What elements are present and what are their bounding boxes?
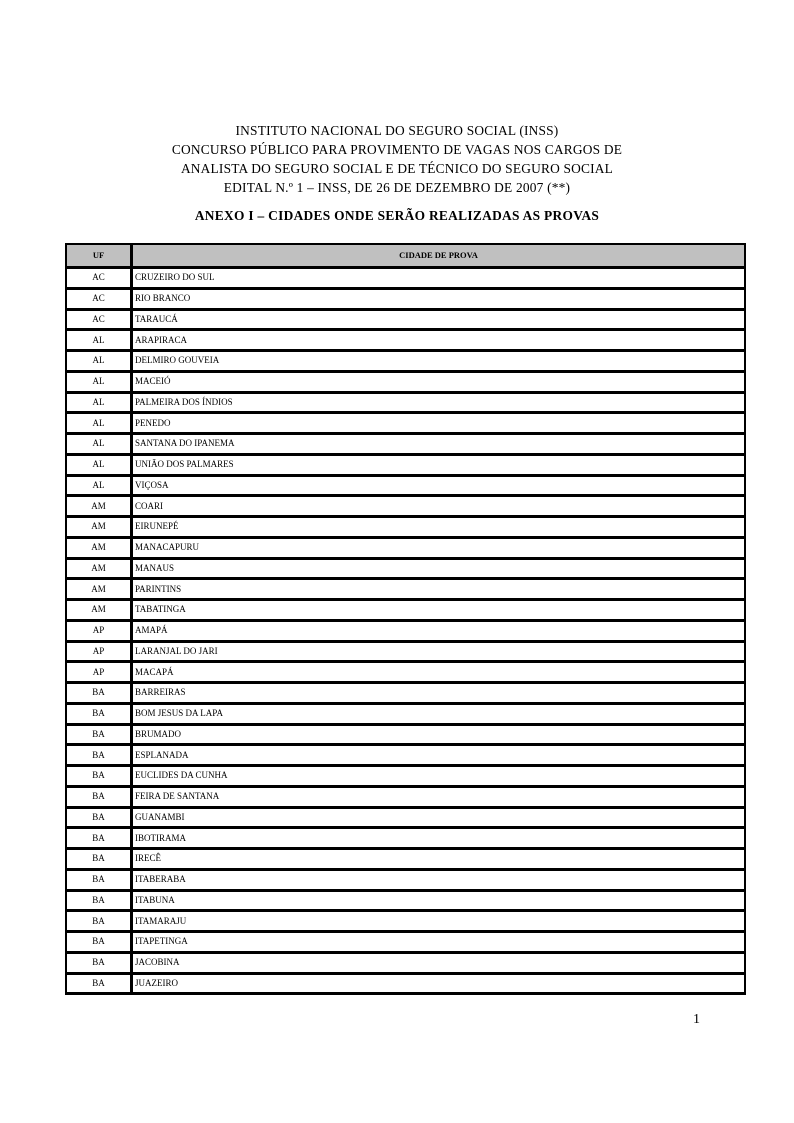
cell-uf: AC <box>66 288 132 309</box>
cell-uf: BA <box>66 952 132 973</box>
header-line-institution: INSTITUTO NACIONAL DO SEGURO SOCIAL (INSS) <box>235 123 559 138</box>
cell-city: EIRUNEPÉ <box>132 517 746 538</box>
cell-uf: AC <box>66 268 132 289</box>
table-row <box>66 558 745 579</box>
table-row <box>66 620 745 641</box>
cell-city: JACOBINA <box>132 952 746 973</box>
cell-uf: BA <box>66 973 132 994</box>
cell-city: BOM JESUS DA LAPA <box>132 703 746 724</box>
cell-uf: BA <box>66 703 132 724</box>
cell-uf: AL <box>66 434 132 455</box>
table-row <box>66 371 745 392</box>
cell-uf: BA <box>66 828 132 849</box>
table-row <box>66 786 745 807</box>
table-row <box>66 703 745 724</box>
cell-uf: AL <box>66 330 132 351</box>
table-row <box>66 537 745 558</box>
table-row <box>66 745 745 766</box>
cell-uf: AL <box>66 454 132 475</box>
cell-city: ITABUNA <box>132 890 746 911</box>
cell-uf: AM <box>66 496 132 517</box>
column-header-city: CIDADE DE PROVA <box>132 244 746 268</box>
cell-uf: AM <box>66 600 132 621</box>
cell-uf: AL <box>66 392 132 413</box>
cell-city: MANACAPURU <box>132 537 746 558</box>
table-row <box>66 890 745 911</box>
cell-uf: BA <box>66 807 132 828</box>
table-row <box>66 828 745 849</box>
cell-uf: AP <box>66 641 132 662</box>
cell-city: MACEIÓ <box>132 371 746 392</box>
cell-uf: BA <box>66 745 132 766</box>
cell-city: BARREIRAS <box>132 683 746 704</box>
cell-uf: AL <box>66 351 132 372</box>
table-row <box>66 683 745 704</box>
cell-city: ITAPETINGA <box>132 932 746 953</box>
header-line-contest: CONCURSO PÚBLICO PARA PROVIMENTO DE VAGAS NOS CARGOS DE <box>171 142 623 157</box>
table-row <box>66 268 745 289</box>
table-row <box>66 662 745 683</box>
table-row <box>66 973 745 994</box>
cell-city: PALMEIRA DOS ÍNDIOS <box>132 392 746 413</box>
table-row <box>66 517 745 538</box>
table-row <box>66 413 745 434</box>
cell-city: AMAPÁ <box>132 620 746 641</box>
cell-uf: AL <box>66 475 132 496</box>
cell-uf: AL <box>66 371 132 392</box>
cell-city: IBOTIRAMA <box>132 828 746 849</box>
table-row <box>66 309 745 330</box>
table-row <box>66 475 745 496</box>
cell-city: ESPLANADA <box>132 745 746 766</box>
cell-city: TARAUCÁ <box>132 309 746 330</box>
cell-city: ITABERABA <box>132 869 746 890</box>
cell-uf: BA <box>66 849 132 870</box>
table-row <box>66 288 745 309</box>
column-header-uf: UF <box>66 244 132 268</box>
cell-uf: AM <box>66 558 132 579</box>
cell-uf: BA <box>66 932 132 953</box>
cell-city: GUANAMBI <box>132 807 746 828</box>
document-header <box>0 121 794 197</box>
cell-uf: BA <box>66 786 132 807</box>
cell-uf: AM <box>66 579 132 600</box>
cell-city: RIO BRANCO <box>132 288 746 309</box>
cell-city: PENEDO <box>132 413 746 434</box>
cell-city: UNIÃO DOS PALMARES <box>132 454 746 475</box>
cell-city: PARINTINS <box>132 579 746 600</box>
table-header-row <box>66 244 745 268</box>
table-row <box>66 600 745 621</box>
annex-title: ANEXO I – CIDADES ONDE SERÃO REALIZADAS AS PROVAS <box>194 208 600 223</box>
cell-city: ITAMARAJU <box>132 911 746 932</box>
table-row <box>66 932 745 953</box>
cell-city: IRECÊ <box>132 849 746 870</box>
table-row <box>66 579 745 600</box>
cell-uf: AP <box>66 620 132 641</box>
cell-city: ARAPIRACA <box>132 330 746 351</box>
cell-uf: BA <box>66 869 132 890</box>
table-row <box>66 496 745 517</box>
cell-uf: AM <box>66 517 132 538</box>
cell-uf: BA <box>66 766 132 787</box>
cell-uf: AL <box>66 413 132 434</box>
header-line-positions: ANALISTA DO SEGURO SOCIAL E DE TÉCNICO DO SEGURO SOCIAL <box>180 161 614 176</box>
table-row <box>66 454 745 475</box>
table-row <box>66 351 745 372</box>
cities-table <box>65 243 746 995</box>
cell-city: FEIRA DE SANTANA <box>132 786 746 807</box>
cell-uf: AM <box>66 537 132 558</box>
cell-uf: AC <box>66 309 132 330</box>
header-line-edital: EDITAL N.º 1 – INSS, DE 26 DE DEZEMBRO DE 2007 (**) <box>223 180 571 195</box>
cell-city: JUAZEIRO <box>132 973 746 994</box>
cell-uf: BA <box>66 911 132 932</box>
table-row <box>66 869 745 890</box>
cell-city: DELMIRO GOUVEIA <box>132 351 746 372</box>
table-row <box>66 952 745 973</box>
cell-city: COARI <box>132 496 746 517</box>
table-row <box>66 911 745 932</box>
cell-city: VIÇOSA <box>132 475 746 496</box>
table-row <box>66 849 745 870</box>
cell-uf: BA <box>66 683 132 704</box>
page-number: 1 <box>693 1012 700 1027</box>
cell-city: MANAUS <box>132 558 746 579</box>
cell-city: BRUMADO <box>132 724 746 745</box>
cell-city: MACAPÁ <box>132 662 746 683</box>
table-row <box>66 641 745 662</box>
cell-uf: BA <box>66 890 132 911</box>
table-row <box>66 392 745 413</box>
table-row <box>66 724 745 745</box>
table-row <box>66 330 745 351</box>
table-row <box>66 807 745 828</box>
cell-uf: BA <box>66 724 132 745</box>
table-body <box>66 268 745 994</box>
cell-uf: AP <box>66 662 132 683</box>
cell-city: EUCLIDES DA CUNHA <box>132 766 746 787</box>
cell-city: SANTANA DO IPANEMA <box>132 434 746 455</box>
table-row <box>66 766 745 787</box>
table-row <box>66 434 745 455</box>
cell-city: LARANJAL DO JARI <box>132 641 746 662</box>
cell-city: TABATINGA <box>132 600 746 621</box>
cell-city: CRUZEIRO DO SUL <box>132 268 746 289</box>
